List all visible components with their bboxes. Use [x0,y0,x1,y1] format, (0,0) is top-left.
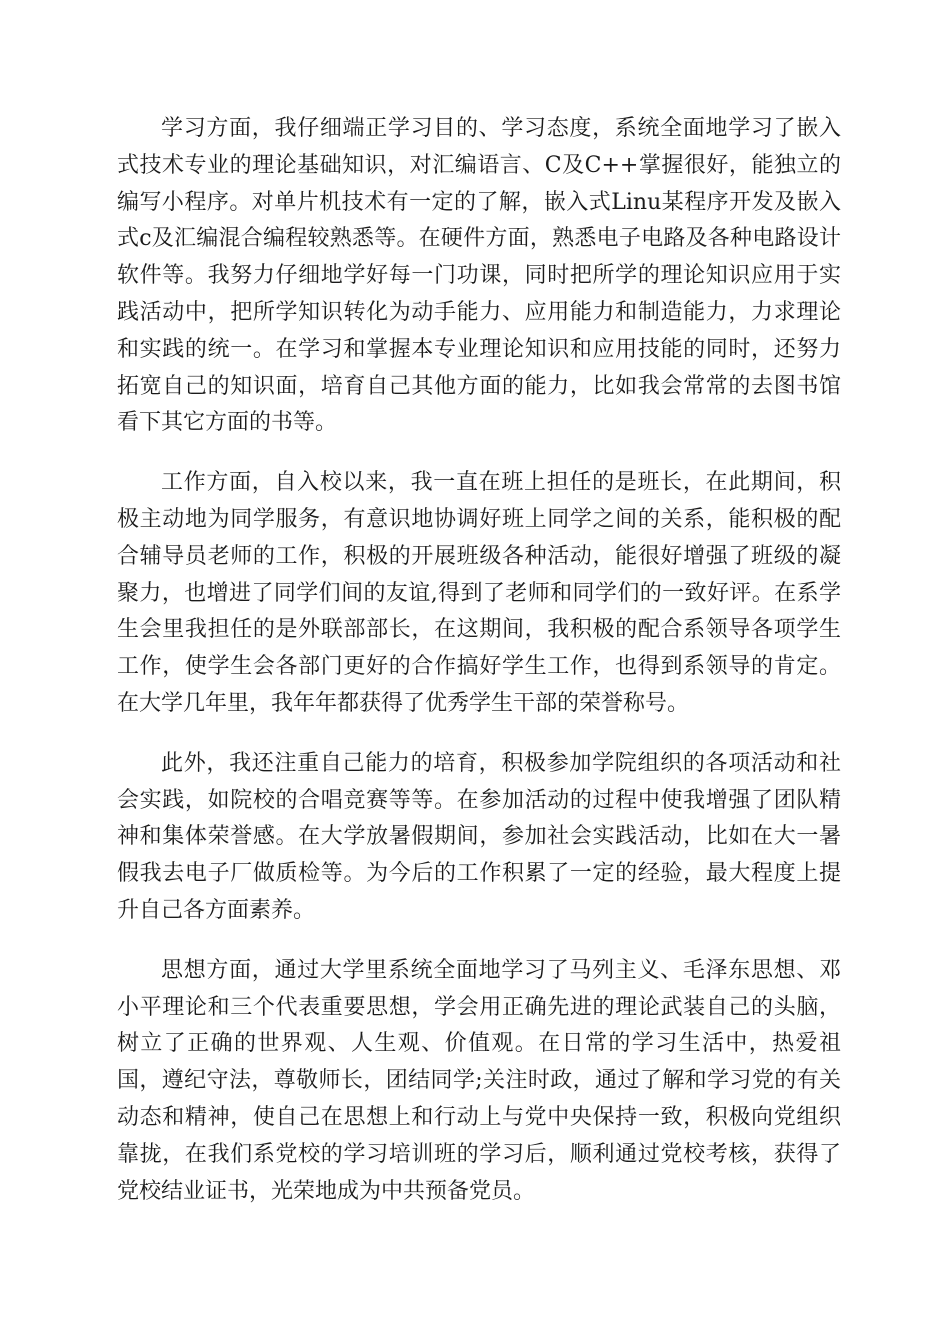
paragraph-study: 学习方面，我仔细端正学习目的、学习态度，系统全面地学习了嵌入式技术专业的理论基础知识，对汇编语言、C及C++掌握很好，能独立的编写小程序。对单片机技术有一定的了解，嵌入式Linu某程序开发及嵌入式c及汇编混合编程较熟悉等。在硬件方面，熟悉电子电路及各种电路设计软件等。我努力仔细地学好每一门功课，同时把所学的理论知识应用于实践活动中，把所学知识转化为动手能力、应用能力和制造能力，力求理论和实践的统一。在学习和掌握本专业理论知识和应用技能的同时，还努力拓宽自己的知识面，培育自己其他方面的能力，比如我会常常的去图书馆看下其它方面的书等。 [117,116,841,436]
paragraph-work: 工作方面，自入校以来，我一直在班上担任的是班长，在此期间，积极主动地为同学服务，有意识地协调好班上同学之间的关系，能积极的配合辅导员老师的工作，积极的开展班级各种活动，能很好增强了班级的凝聚力，也增进了同学们间的友谊,得到了老师和同学们的一致好评。在系学生会里我担任的是外联部部长，在这期间，我积极的配合系领导各项学生工作，使学生会各部门更好的合作搞好学生工作，也得到系领导的肯定。在大学几年里，我年年都获得了优秀学生干部的荣誉称号。 [117,470,841,716]
document-body [117,111,841,1233]
paragraph-ideology: 思想方面，通过大学里系统全面地学习了马列主义、毛泽东思想、邓小平理论和三个代表重要思想，学会用正确先进的理论武装自己的头脑，树立了正确的世界观、人生观、价值观。在日常的学习生活中，热爱祖国，遵纪守法，尊敬师长，团结同学;关注时政，通过了解和学习党的有关动态和精神，使自己在思想上和行动上与党中央保持一致，积极向党组织靠拢，在我们系党校的学习培训班的学习后，顺利通过党校考核，获得了党校结业证书，光荣地成为中共预备党员。 [117,957,841,1204]
paragraph-activities: 此外，我还注重自己能力的培育，积极参加学院组织的各项活动和社会实践，如院校的合唱竞赛等等。在参加活动的过程中使我增强了团队精神和集体荣誉感。在大学放暑假期间，参加社会实践活动，比如在大一暑假我去电子厂做质检等。为今后的工作积累了一定的经验，最大程度上提升自己各方面素养。 [117,750,841,923]
